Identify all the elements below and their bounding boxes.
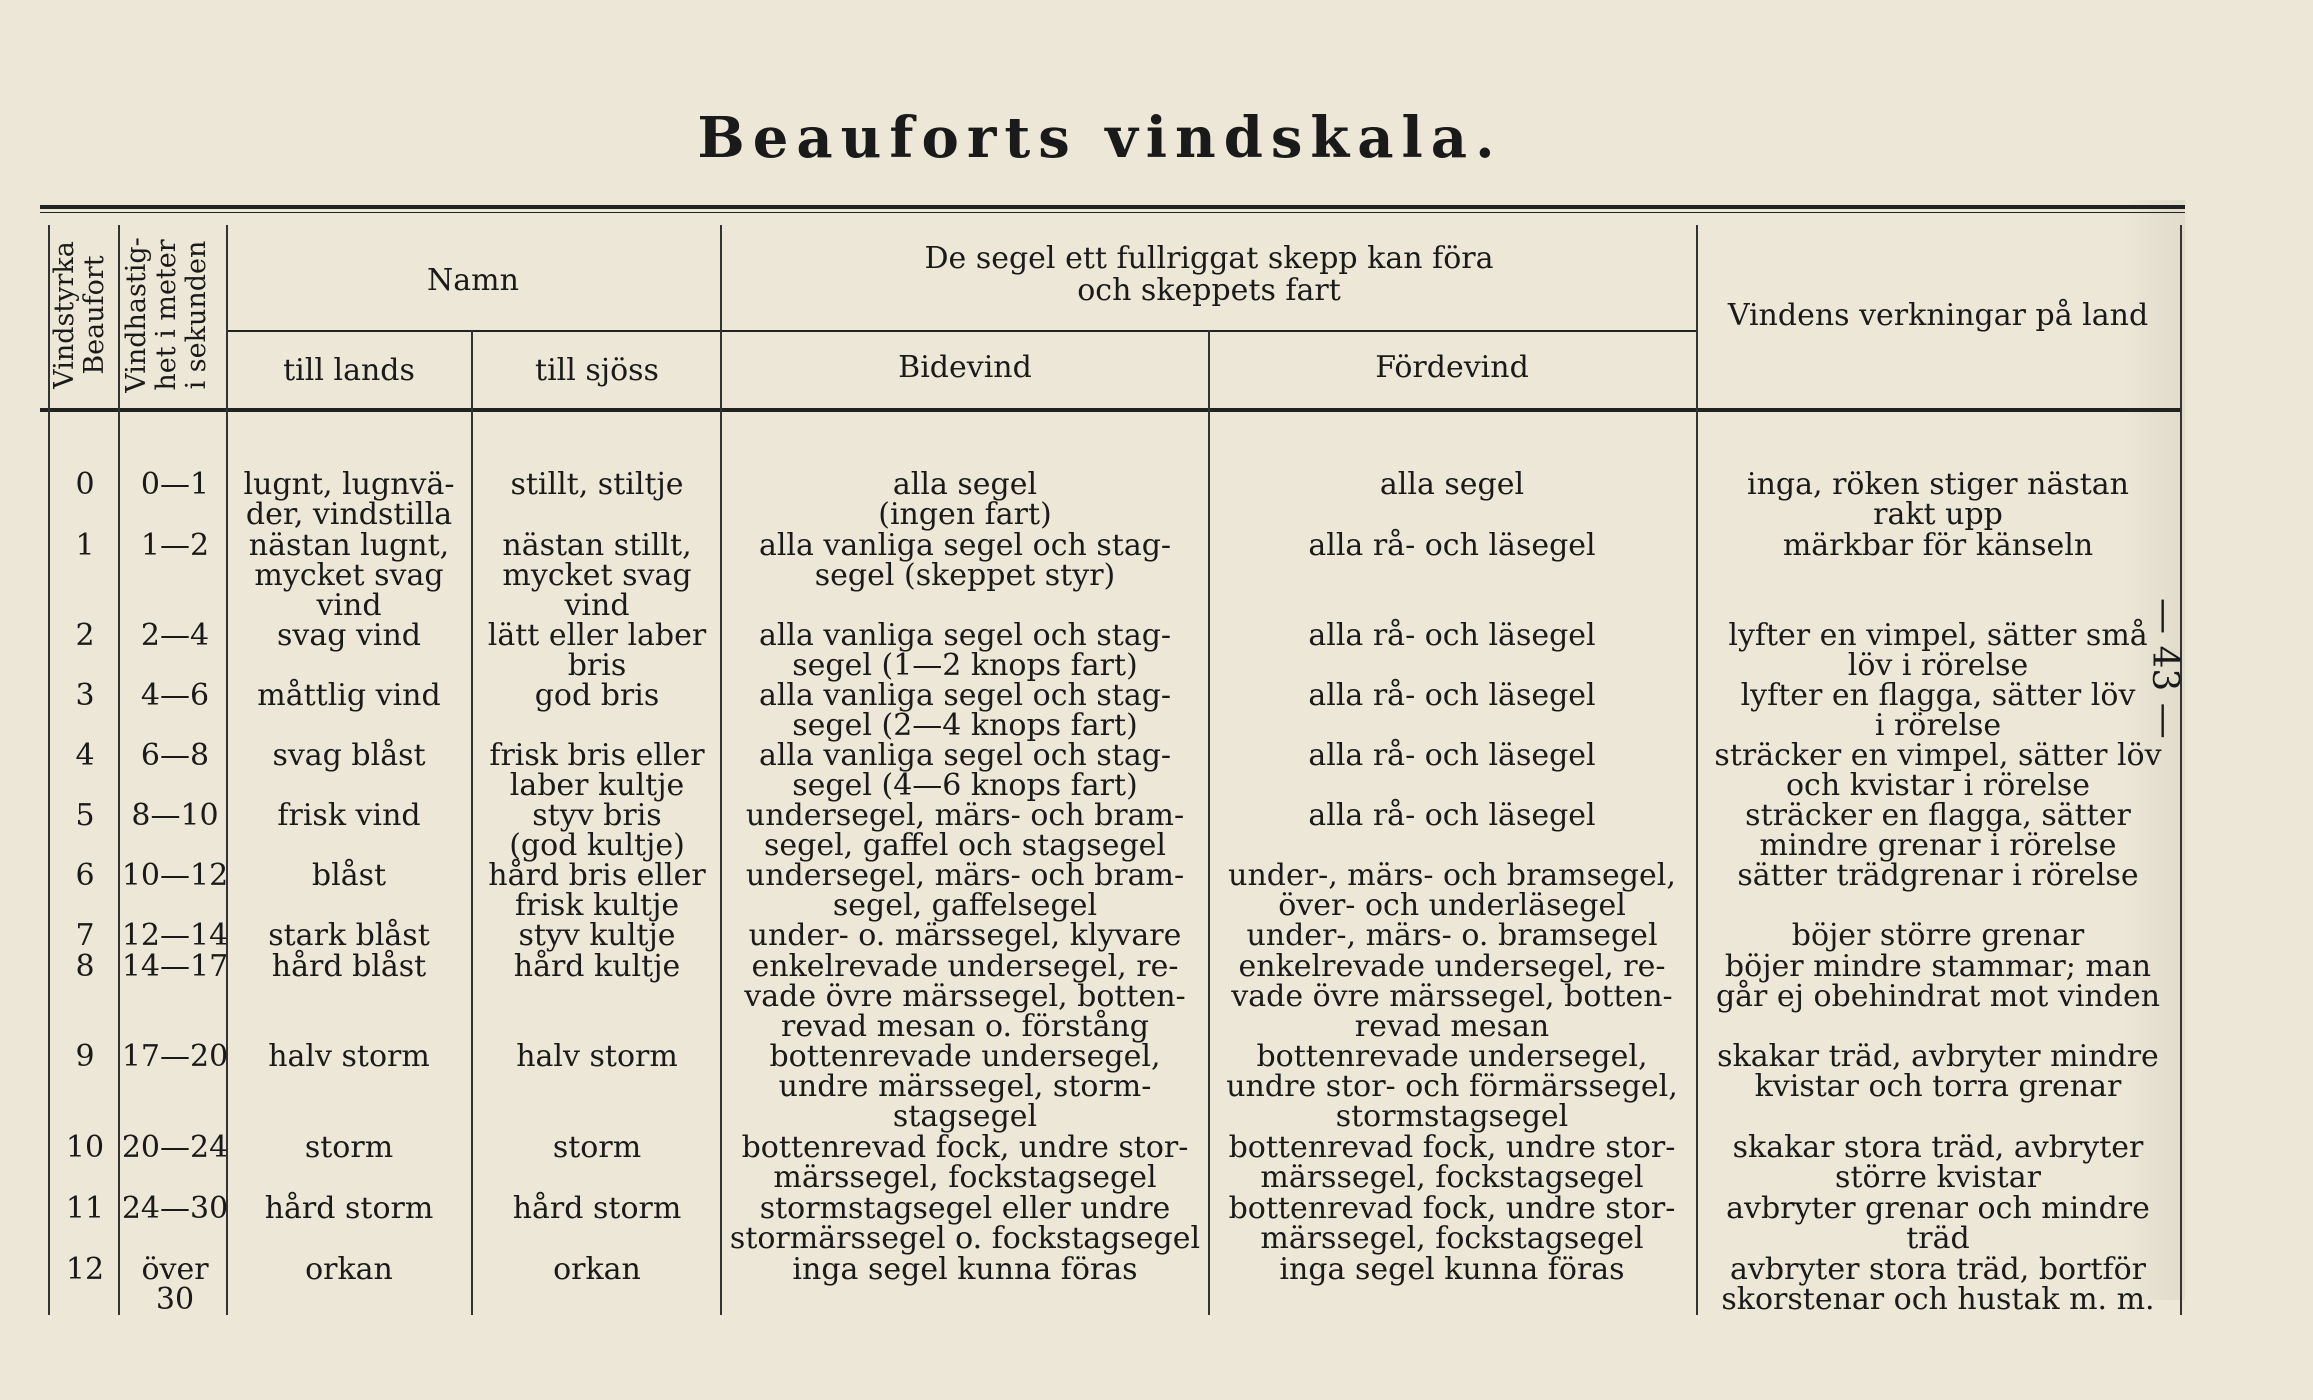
cell-name-land: svag blåst	[272, 738, 426, 773]
cell-speed: 4—6	[140, 678, 210, 713]
header-name: Namn	[427, 263, 519, 298]
cell-name-sea: styv bris (god kultje)	[509, 798, 685, 863]
cell-force: 11	[65, 1191, 105, 1226]
cell-fordevind: bottenrevade undersegel, undre stor- och förmärssegel, stormstagsegel	[1226, 1039, 1678, 1134]
cell-bidevind: inga segel kunna föras	[792, 1252, 1138, 1287]
header-on-land: till lands	[283, 353, 415, 388]
cell-fordevind: alla rå- och läsegel	[1308, 738, 1596, 773]
cell-effect: lyfter en vimpel, sätter små löv i rörelse	[1728, 618, 2148, 683]
cell-force: 7	[75, 918, 95, 953]
top-rule	[40, 205, 2185, 209]
cell-effect: inga, röken stiger nästan rakt upp	[1746, 467, 2130, 532]
header-running: Fördevind	[1375, 350, 1529, 385]
cell-name-sea: styv kultje	[518, 918, 676, 953]
cell-force: 0	[75, 467, 95, 502]
cell-force: 12	[65, 1252, 105, 1287]
cell-name-land: frisk vind	[277, 798, 421, 833]
cell-name-land: lugnt, lugnvä- der, vindstilla	[243, 467, 455, 532]
cell-name-land: nästan lugnt, mycket svag vind	[248, 528, 450, 623]
page-title: Beauforts vindskala.	[697, 105, 1503, 171]
cell-effect: sträcker en vimpel, sätter löv och kvistar i rörelse	[1714, 738, 2162, 803]
cell-fordevind: under-, märs- och bramsegel, över- och underläsegel	[1228, 858, 1676, 923]
cell-force: 1	[75, 528, 95, 563]
cell-effect: sätter trädgrenar i rörelse	[1737, 858, 2139, 893]
cell-effect: avbryter grenar och mindre träd	[1726, 1191, 2150, 1256]
header-at-sea: till sjöss	[535, 353, 659, 388]
cell-fordevind: alla segel	[1379, 467, 1525, 502]
cell-force: 8	[75, 949, 95, 984]
cell-bidevind: alla segel (ingen fart)	[878, 467, 1052, 532]
cell-name-land: hård blåst	[271, 949, 427, 984]
top-rule-thin	[40, 212, 2185, 213]
cell-name-land: storm	[304, 1130, 394, 1165]
cell-name-land: måttlig vind	[257, 678, 441, 713]
page-number: — 43 —	[2144, 598, 2185, 739]
cell-name-sea: storm	[552, 1130, 642, 1165]
cell-effect: böjer mindre stammar; man går ej obehindrat mot vinden	[1715, 949, 2161, 1014]
cell-name-sea: god bris	[534, 678, 660, 713]
cell-name-land: halv storm	[268, 1039, 430, 1074]
cell-name-sea: frisk bris eller laber kultje	[489, 738, 705, 803]
col-line-7	[2180, 225, 2182, 1315]
cell-speed: 14—17	[121, 949, 229, 984]
cell-speed: 2—4	[140, 618, 210, 653]
cell-fordevind: alla rå- och läsegel	[1308, 798, 1596, 833]
cell-effect: sträcker en flagga, sätter mindre grenar i rörelse	[1745, 798, 2131, 863]
cell-fordevind: inga segel kunna föras	[1279, 1252, 1625, 1287]
header-effects: Vindens verkningar på land	[1727, 298, 2149, 333]
cell-name-land: svag vind	[276, 618, 422, 653]
cell-bidevind: alla vanliga segel och stag- segel (skeppet styr)	[758, 528, 1172, 593]
cell-bidevind: bottenrevade undersegel, undre märssegel, storm- stagsegel	[769, 1039, 1161, 1134]
cell-speed: 20—24	[121, 1130, 229, 1165]
cell-speed: över 30	[141, 1252, 209, 1317]
cell-effect: skakar träd, avbryter mindre kvistar och torra grenar	[1717, 1039, 2159, 1104]
cell-bidevind: undersegel, märs- och bram- segel, gaffel och stagsegel	[745, 798, 1185, 863]
cell-bidevind: alla vanliga segel och stag- segel (4—6 knops fart)	[758, 738, 1172, 803]
cell-fordevind: alla rå- och läsegel	[1308, 528, 1596, 563]
cell-force: 3	[75, 678, 95, 713]
cell-bidevind: alla vanliga segel och stag- segel (2—4 knops fart)	[758, 678, 1172, 743]
cell-name-land: stark blåst	[268, 918, 430, 953]
cell-force: 10	[65, 1130, 105, 1165]
cell-speed: 10—12	[121, 858, 229, 893]
header-close-hauled: Bidevind	[898, 350, 1032, 385]
cell-name-sea: orkan	[553, 1252, 641, 1287]
cell-name-sea: hård kultje	[513, 949, 681, 984]
cell-fordevind: bottenrevad fock, undre stor- märssegel, fockstagsegel	[1228, 1130, 1676, 1195]
cell-fordevind: under-, märs- o. bramsegel	[1246, 918, 1658, 953]
cell-name-land: orkan	[305, 1252, 393, 1287]
header-force: Vindstyrka Beaufort	[49, 241, 110, 389]
cell-fordevind: enkelrevade undersegel, re- vade övre märssegel, botten- revad mesan	[1231, 949, 1673, 1044]
cell-effect: böjer större grenar	[1791, 918, 2085, 953]
cell-effect: lyfter en flagga, sätter löv i rörelse	[1740, 678, 2136, 743]
header-sails: De segel ett fullriggat skepp kan föra och skeppets fart	[924, 241, 1494, 308]
cell-name-land: blåst	[311, 858, 387, 893]
cell-bidevind: enkelrevade undersegel, re- vade övre märssegel, botten- revad mesan o. förstång	[744, 949, 1186, 1044]
cell-bidevind: stormstagsegel eller undre stormärssegel o. fockstagsegel	[729, 1191, 1201, 1256]
cell-speed: 0—1	[140, 467, 210, 502]
cell-speed: 12—14	[121, 918, 229, 953]
cell-force: 9	[75, 1039, 95, 1074]
cell-effect: skakar stora träd, avbryter större kvistar	[1732, 1130, 2144, 1195]
cell-name-sea: stillt, stiltje	[510, 467, 684, 502]
cell-bidevind: alla vanliga segel och stag- segel (1—2 knops fart)	[758, 618, 1172, 683]
cell-fordevind: bottenrevad fock, undre stor- märssegel, fockstagsegel	[1228, 1191, 1676, 1256]
cell-force: 4	[75, 738, 95, 773]
cell-effect: märkbar för känseln	[1782, 528, 2094, 563]
cell-speed: 17—20	[121, 1039, 229, 1074]
cell-name-sea: nästan stillt, mycket svag vind	[502, 528, 692, 623]
header-bottom-rule	[40, 408, 2180, 412]
cell-fordevind: alla rå- och läsegel	[1308, 678, 1596, 713]
cell-force: 5	[75, 798, 95, 833]
cell-force: 6	[75, 858, 95, 893]
cell-name-sea: halv storm	[516, 1039, 678, 1074]
cell-speed: 1—2	[140, 528, 210, 563]
cell-bidevind: under- o. märssegel, klyvare	[748, 918, 1182, 953]
cell-name-sea: lätt eller laber bris	[487, 618, 707, 683]
header-speed: Vindhastig- het i meter i sekunden	[121, 237, 212, 393]
cell-name-sea: hård bris eller frisk kultje	[488, 858, 706, 923]
cell-speed: 8—10	[131, 798, 219, 833]
cell-bidevind: undersegel, märs- och bram- segel, gaffelsegel	[745, 858, 1185, 923]
cell-bidevind: bottenrevad fock, undre stor- märssegel, fockstagsegel	[741, 1130, 1189, 1195]
cell-name-sea: hård storm	[512, 1191, 682, 1226]
subheader-rule	[226, 330, 1696, 332]
cell-name-land: hård storm	[264, 1191, 434, 1226]
cell-speed: 24—30	[121, 1191, 229, 1226]
cell-speed: 6—8	[140, 738, 210, 773]
cell-fordevind: alla rå- och läsegel	[1308, 618, 1596, 653]
cell-force: 2	[75, 618, 95, 653]
cell-effect: avbryter stora träd, bortför skorstenar och hustak m. m.	[1721, 1252, 2155, 1317]
